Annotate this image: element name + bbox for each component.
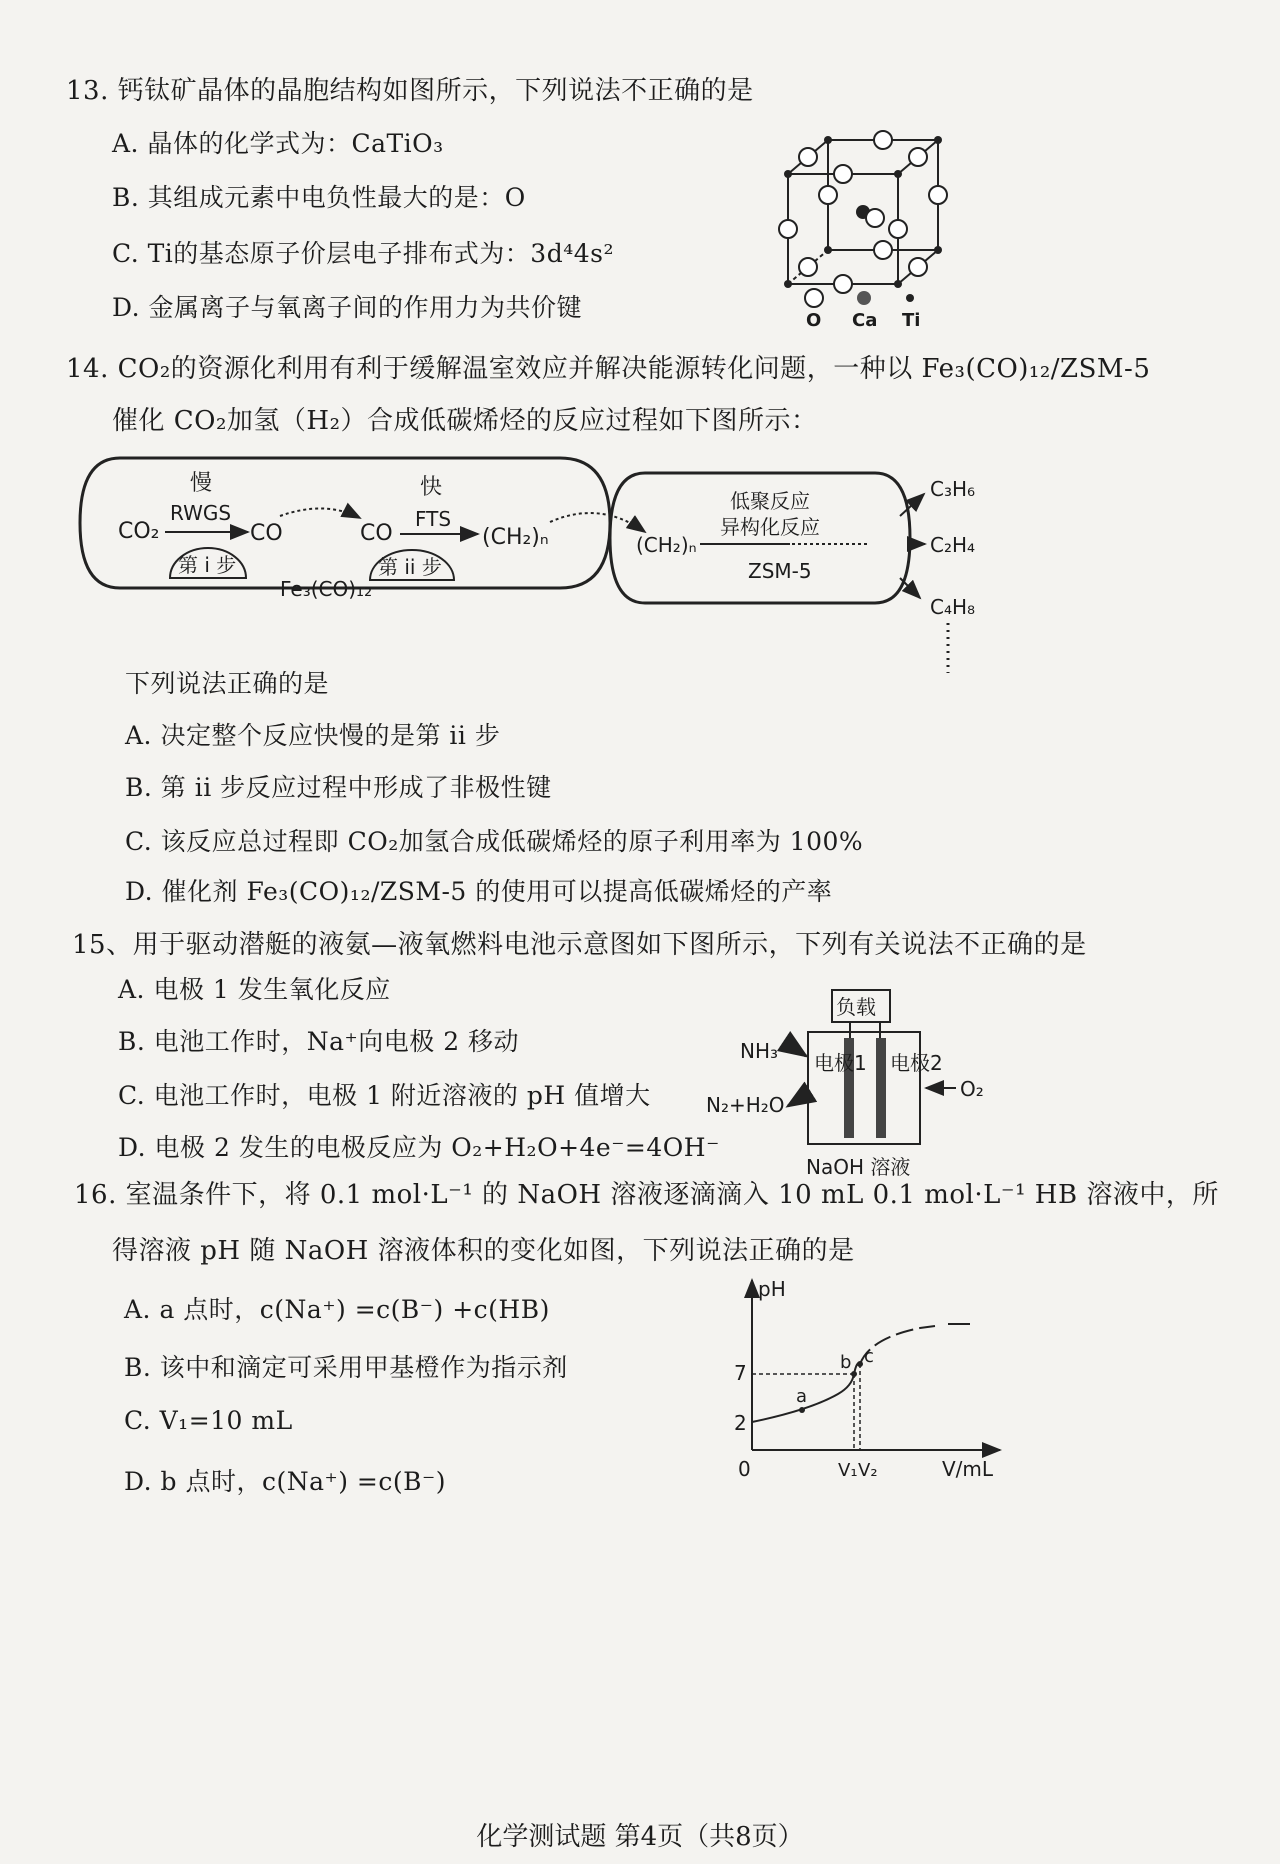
legend-o: O — [806, 310, 822, 331]
point-b-marker — [851, 1371, 857, 1377]
q14-option-c: C. 该反应总过程即 CO₂加氢合成低碳烯烃的原子利用率为 100% — [125, 827, 864, 856]
ph-titration-chart — [720, 1270, 1010, 1485]
q16-stem-line2: 得溶液 pH 随 NaOH 溶液体积的变化如图，下列说法正确的是 — [112, 1236, 855, 1266]
point-c-marker — [857, 1361, 863, 1367]
product-c2h4: C₂H₄ — [930, 533, 976, 557]
q14-stem-line1: 14. CO₂的资源化利用有利于缓解温室效应并解决能源转化问题，一种以 Fe₃(CO)₁₂/ZSM-5 — [66, 354, 1151, 384]
label-isom: 异构化反应 — [720, 515, 820, 539]
species-co2: CO₂ — [118, 519, 160, 544]
perovskite-unit-cell-diagram — [770, 118, 970, 333]
q15-stem: 15、用于驱动潜艇的液氨—液氧燃料电池示意图如下图所示，下列有关说法不正确的是 — [72, 930, 1087, 960]
species-ch2n-a: (CH₂)ₙ — [482, 525, 549, 550]
q14-stem-line2: 催化 CO₂加氢（H₂）合成低碳烯烃的反应过程如下图所示： — [112, 406, 818, 436]
label-zsm: ZSM-5 — [748, 559, 812, 583]
solution-label: NaOH 溶液 — [806, 1155, 911, 1179]
q15-option-d: D. 电极 2 发生的电极反应为 O₂+H₂O+4e⁻=4OH⁻ — [118, 1133, 720, 1162]
species-co-a: CO — [250, 521, 283, 546]
page-footer: 化学测试题 第4页（共8页） — [476, 1822, 804, 1852]
electrode-1-label-1: 电极1 — [814, 1051, 867, 1075]
q15-option-b: B. 电池工作时，Na⁺向电极 2 移动 — [118, 1027, 520, 1056]
q16-option-d: D. b 点时，c(Na⁺) =c(B⁻) — [124, 1467, 446, 1496]
q14-option-a: A. 决定整个反应快慢的是第 ii 步 — [125, 721, 501, 750]
q15-option-c: C. 电池工作时，电极 1 附近溶液的 pH 值增大 — [118, 1081, 651, 1110]
y-tick-2: 2 — [734, 1411, 747, 1435]
load-label: 负载 — [836, 995, 876, 1019]
electrode-2-label: 电极2 — [890, 1051, 943, 1075]
q16-option-c: C. V₁=10 mL — [124, 1406, 293, 1435]
q13-option-a: A. 晶体的化学式为：CaTiO₃ — [112, 129, 444, 158]
reaction-process-diagram — [70, 448, 1010, 678]
point-b-label: b — [840, 1352, 852, 1373]
label-fast: 快 — [420, 475, 443, 500]
o2-label: O₂ — [960, 1077, 984, 1101]
point-a-marker — [799, 1407, 805, 1413]
q15-option-a: A. 电极 1 发生氧化反应 — [118, 975, 391, 1004]
label-rwgs: RWGS — [170, 501, 232, 525]
q14-option-b: B. 第 ii 步反应过程中形成了非极性键 — [125, 773, 552, 802]
q16-option-b: B. 该中和滴定可采用甲基橙作为指示剂 — [124, 1353, 568, 1382]
x-axis-label: V/mL — [942, 1457, 994, 1481]
label-slow: 慢 — [190, 471, 213, 496]
step-2-label: 第 ii 步 — [378, 555, 442, 579]
label-fts: FTS — [415, 507, 452, 531]
n2-h2o-label: N₂+H₂O — [706, 1093, 785, 1117]
q14-question: 下列说法正确的是 — [125, 669, 330, 698]
y-axis-label: pH — [758, 1277, 786, 1301]
x-tick-v2: V₂ — [858, 1460, 878, 1481]
q13-option-d: D. 金属离子与氧离子间的作用力为共价键 — [112, 293, 583, 322]
legend-ti: Ti — [902, 310, 921, 331]
nh3-label: NH₃ — [740, 1039, 779, 1063]
q13-option-c: C. Ti的基态原子价层电子排布式为：3d⁴4s² — [112, 239, 614, 268]
q14-option-d: D. 催化剂 Fe₃(CO)₁₂/ZSM-5 的使用可以提高低碳烯烃的产率 — [125, 877, 833, 906]
x-tick-0: 0 — [738, 1457, 751, 1481]
product-c4h8: C₄H₈ — [930, 595, 976, 619]
legend-ca: Ca — [852, 310, 878, 331]
q16-option-a: A. a 点时，c(Na⁺) =c(B⁻) +c(HB) — [124, 1295, 550, 1324]
x-tick-v1: V₁ — [838, 1460, 858, 1481]
label-poly: 低聚反应 — [730, 489, 810, 513]
point-c-label: c — [864, 1346, 874, 1367]
point-a-label: a — [796, 1386, 808, 1407]
q16-stem-line1: 16. 室温条件下，将 0.1 mol·L⁻¹ 的 NaOH 溶液逐滴滴入 10 mL 0.1 mol·L⁻¹ HB 溶液中，所 — [74, 1180, 1219, 1210]
species-ch2n-b: (CH₂)ₙ — [636, 533, 697, 557]
product-c3h6: C₃H₆ — [930, 477, 976, 501]
y-tick-7: 7 — [734, 1361, 747, 1385]
q13-option-b: B. 其组成元素中电负性最大的是：O — [112, 183, 526, 212]
catalyst-label: Fe₃(CO)₁₂ — [280, 577, 373, 601]
fuel-cell-diagram — [700, 982, 1020, 1182]
step-1-label: 第 i 步 — [178, 553, 237, 577]
q13-stem: 13. 钙钛矿晶体的晶胞结构如图所示，下列说法不正确的是 — [66, 76, 754, 106]
species-co-b: CO — [360, 521, 393, 546]
